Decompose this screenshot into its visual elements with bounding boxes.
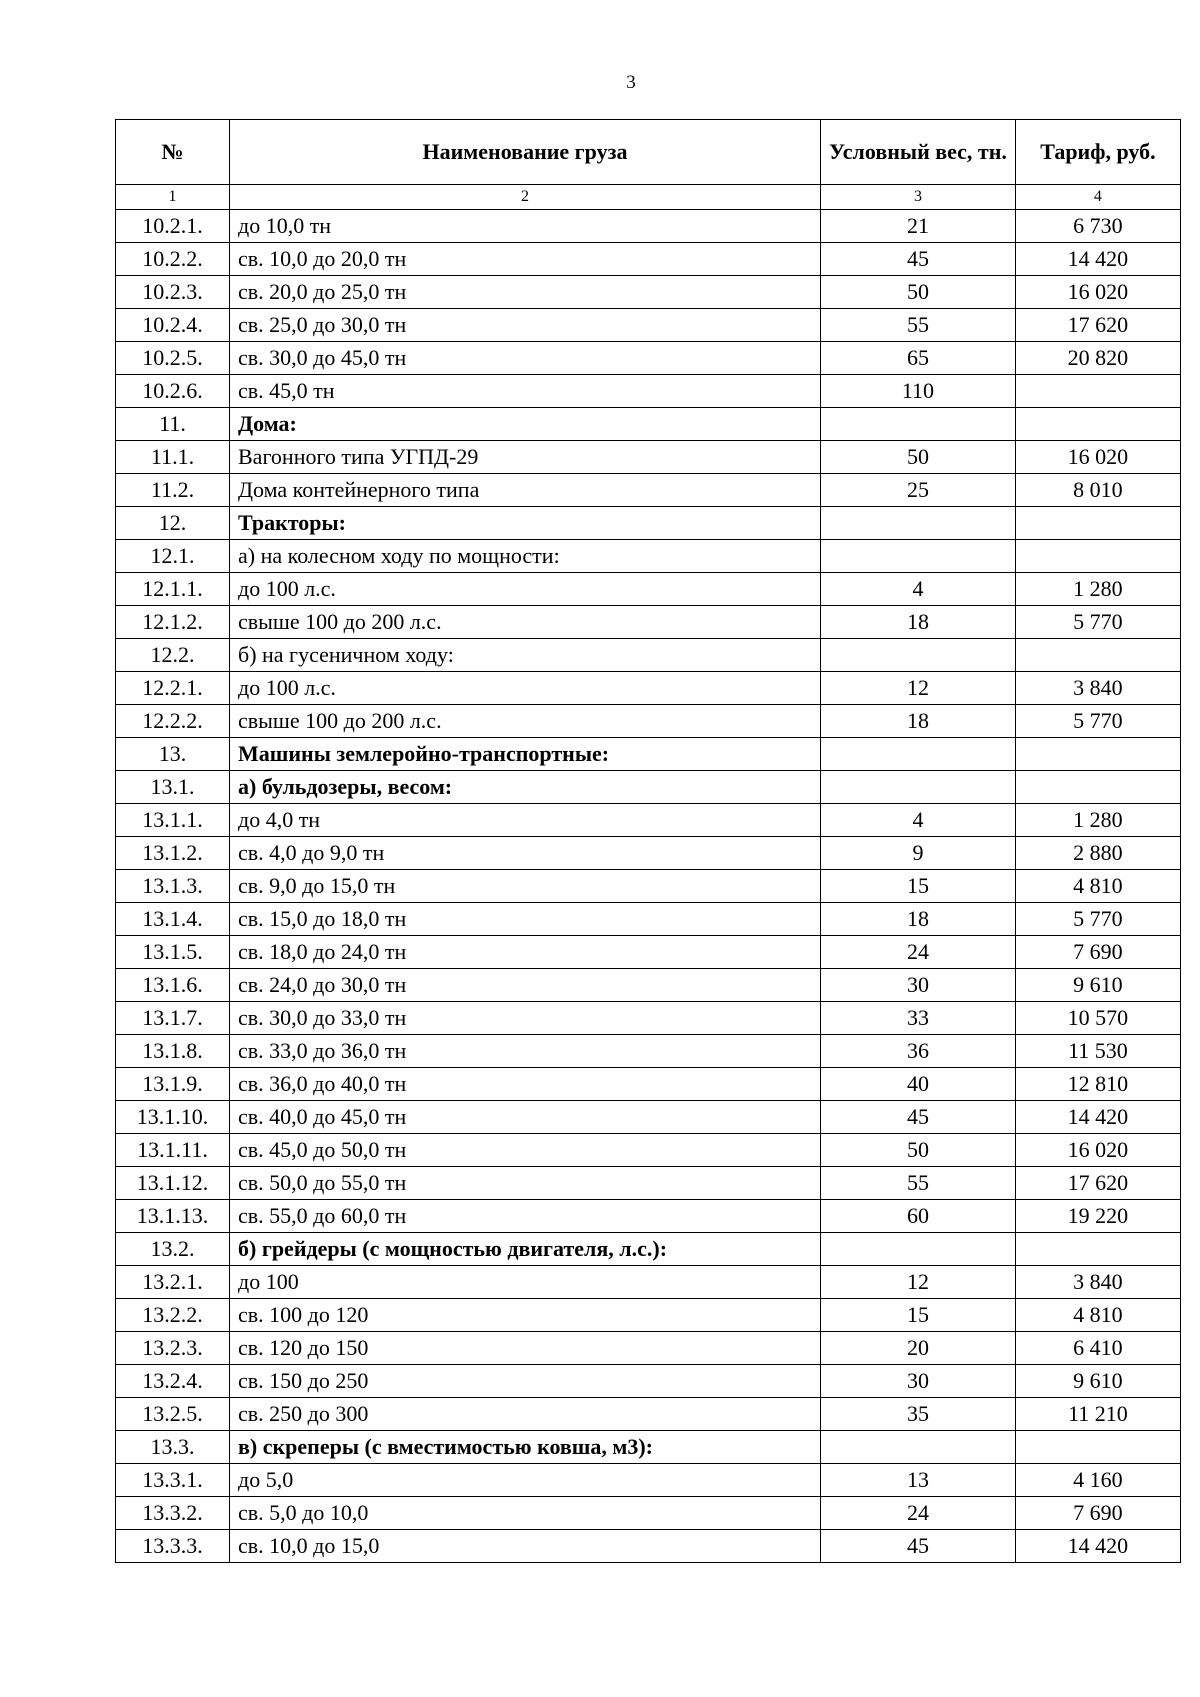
row-number-cell: 13.1.11. [116,1134,230,1167]
weight-cell: 24 [821,1497,1016,1530]
weight-cell: 35 [821,1398,1016,1431]
table-row [116,936,1181,969]
tariff-cell: 17 620 [1015,309,1180,342]
table-row [116,243,1181,276]
column-index: 1 [116,185,230,210]
page-number: 3 [626,72,636,93]
row-number-cell: 13.1.7. [116,1002,230,1035]
table-row [116,1464,1181,1497]
cargo-name-cell: свыше 100 до 200 л.с. [230,606,821,639]
weight-cell [821,540,1016,573]
row-number-cell: 13.1.10. [116,1101,230,1134]
tariff-cell [1015,540,1180,573]
table-row [116,474,1181,507]
row-number-cell: 11.1. [116,441,230,474]
row-number-cell: 10.2.4. [116,309,230,342]
weight-cell: 36 [821,1035,1016,1068]
tariff-cell [1015,1233,1180,1266]
tariff-cell: 20 820 [1015,342,1180,375]
row-number-cell: 12.1. [116,540,230,573]
weight-cell: 110 [821,375,1016,408]
cargo-name-cell: свыше 100 до 200 л.с. [230,705,821,738]
table-row [116,1200,1181,1233]
table-row [116,408,1181,441]
row-number-cell: 12.2. [116,639,230,672]
weight-cell [821,1431,1016,1464]
table-row [116,309,1181,342]
cargo-name-cell: св. 9,0 до 15,0 тн [230,870,821,903]
weight-cell: 15 [821,1299,1016,1332]
row-number-cell: 13.1.12. [116,1167,230,1200]
weight-cell [821,507,1016,540]
row-number-cell: 12.2.1. [116,672,230,705]
weight-cell: 24 [821,936,1016,969]
table-row [116,870,1181,903]
row-number-cell: 13. [116,738,230,771]
row-number-cell: 13.1.13. [116,1200,230,1233]
cargo-name-cell: св. 15,0 до 18,0 тн [230,903,821,936]
tariff-cell: 16 020 [1015,1134,1180,1167]
cargo-name-cell: св. 25,0 до 30,0 тн [230,309,821,342]
tariff-cell: 14 420 [1015,243,1180,276]
row-number-cell: 13.1.3. [116,870,230,903]
table-row [116,639,1181,672]
cargo-name-cell: в) скреперы (с вместимостью ковша, м3): [230,1431,821,1464]
weight-cell: 30 [821,1365,1016,1398]
tariff-cell: 4 810 [1015,870,1180,903]
cargo-name-cell: св. 10,0 до 15,0 [230,1530,821,1563]
tariff-cell: 12 810 [1015,1068,1180,1101]
weight-cell: 50 [821,1134,1016,1167]
weight-cell: 55 [821,309,1016,342]
row-number-cell: 13.2.5. [116,1398,230,1431]
tariff-cell: 4 160 [1015,1464,1180,1497]
weight-cell [821,738,1016,771]
row-number-cell: 13.1.8. [116,1035,230,1068]
table-row [116,1233,1181,1266]
cargo-name-cell: до 100 л.с. [230,573,821,606]
weight-cell: 50 [821,441,1016,474]
weight-cell: 45 [821,243,1016,276]
weight-cell [821,408,1016,441]
header-number: № [116,120,230,185]
table-row [116,804,1181,837]
table-row [116,441,1181,474]
row-number-cell: 13.1. [116,771,230,804]
row-number-cell: 10.2.5. [116,342,230,375]
tariff-cell: 14 420 [1015,1530,1180,1563]
table-row [116,507,1181,540]
weight-cell: 45 [821,1530,1016,1563]
cargo-name-cell: Дома контейнерного типа [230,474,821,507]
table-row [116,1530,1181,1563]
cargo-name-cell: св. 4,0 до 9,0 тн [230,837,821,870]
cargo-name-cell: св. 36,0 до 40,0 тн [230,1068,821,1101]
row-number-cell: 12. [116,507,230,540]
cargo-name-cell: до 100 [230,1266,821,1299]
cargo-name-cell: св. 100 до 120 [230,1299,821,1332]
cargo-name-cell: Машины землеройно-транспортные: [230,738,821,771]
tariff-cell: 10 570 [1015,1002,1180,1035]
tariff-cell: 9 610 [1015,1365,1180,1398]
table-row [116,1266,1181,1299]
weight-cell [821,639,1016,672]
weight-cell: 18 [821,606,1016,639]
weight-cell: 45 [821,1101,1016,1134]
tariff-cell: 3 840 [1015,1266,1180,1299]
cargo-name-cell: б) на гусеничном ходу: [230,639,821,672]
tariff-cell: 11 210 [1015,1398,1180,1431]
cargo-name-cell: св. 20,0 до 25,0 тн [230,276,821,309]
cargo-name-cell: св. 120 до 150 [230,1332,821,1365]
row-number-cell: 13.3. [116,1431,230,1464]
tariff-cell: 6 410 [1015,1332,1180,1365]
table-row [116,837,1181,870]
weight-cell: 4 [821,804,1016,837]
tariff-cell [1015,639,1180,672]
cargo-name-cell: св. 30,0 до 45,0 тн [230,342,821,375]
row-number-cell: 13.1.1. [116,804,230,837]
row-number-cell: 11. [116,408,230,441]
table-row [116,1167,1181,1200]
tariff-cell [1015,375,1180,408]
cargo-name-cell: св. 24,0 до 30,0 тн [230,969,821,1002]
table-row [116,705,1181,738]
row-number-cell: 10.2.3. [116,276,230,309]
cargo-name-cell: до 5,0 [230,1464,821,1497]
header-cargo-name: Наименование груза [230,120,821,185]
tariff-cell: 9 610 [1015,969,1180,1002]
table-row [116,1134,1181,1167]
weight-cell: 50 [821,276,1016,309]
tariff-cell: 16 020 [1015,441,1180,474]
weight-cell: 12 [821,672,1016,705]
weight-cell: 13 [821,1464,1016,1497]
cargo-name-cell: св. 40,0 до 45,0 тн [230,1101,821,1134]
cargo-name-cell: св. 18,0 до 24,0 тн [230,936,821,969]
weight-cell: 12 [821,1266,1016,1299]
row-number-cell: 13.3.3. [116,1530,230,1563]
table-row [116,969,1181,1002]
cargo-name-cell: а) на колесном ходу по мощности: [230,540,821,573]
tariff-cell [1015,1431,1180,1464]
cargo-name-cell: св. 33,0 до 36,0 тн [230,1035,821,1068]
weight-cell: 9 [821,837,1016,870]
cargo-name-cell: св. 150 до 250 [230,1365,821,1398]
weight-cell: 20 [821,1332,1016,1365]
table-row [116,276,1181,309]
tariff-cell: 1 280 [1015,573,1180,606]
tariff-cell [1015,507,1180,540]
row-number-cell: 13.2.3. [116,1332,230,1365]
table-row [116,1035,1181,1068]
row-number-cell: 13.1.2. [116,837,230,870]
cargo-name-cell: св. 45,0 до 50,0 тн [230,1134,821,1167]
weight-cell: 18 [821,903,1016,936]
column-index: 4 [1015,185,1180,210]
tariff-cell: 16 020 [1015,276,1180,309]
row-number-cell: 13.1.6. [116,969,230,1002]
table-row [116,1068,1181,1101]
tariff-cell: 7 690 [1015,936,1180,969]
row-number-cell: 13.3.1. [116,1464,230,1497]
tariff-cell: 7 690 [1015,1497,1180,1530]
row-number-cell: 12.1.1. [116,573,230,606]
table-row [116,738,1181,771]
cargo-name-cell: Вагонного типа УГПД-29 [230,441,821,474]
cargo-name-cell: св. 30,0 до 33,0 тн [230,1002,821,1035]
row-number-cell: 13.1.9. [116,1068,230,1101]
table-row [116,540,1181,573]
row-number-cell: 13.2.1. [116,1266,230,1299]
weight-cell: 30 [821,969,1016,1002]
table-row [116,1497,1181,1530]
tariff-cell: 5 770 [1015,606,1180,639]
tariff-cell: 5 770 [1015,705,1180,738]
column-index: 3 [821,185,1016,210]
cargo-name-cell: Дома: [230,408,821,441]
table-row [116,342,1181,375]
tariff-cell: 2 880 [1015,837,1180,870]
tariff-cell: 19 220 [1015,1200,1180,1233]
row-number-cell: 10.2.1. [116,210,230,243]
tariff-cell: 6 730 [1015,210,1180,243]
cargo-name-cell: а) бульдозеры, весом: [230,771,821,804]
tariff-cell [1015,738,1180,771]
column-index: 2 [230,185,821,210]
table-row [116,1002,1181,1035]
table-row [116,672,1181,705]
weight-cell: 65 [821,342,1016,375]
tariff-cell: 8 010 [1015,474,1180,507]
row-number-cell: 13.3.2. [116,1497,230,1530]
weight-cell: 25 [821,474,1016,507]
row-number-cell: 12.1.2. [116,606,230,639]
cargo-name-cell: до 10,0 тн [230,210,821,243]
cargo-name-cell: св. 250 до 300 [230,1398,821,1431]
table-row [116,1398,1181,1431]
tariff-cell: 5 770 [1015,903,1180,936]
cargo-name-cell: б) грейдеры (с мощностью двигателя, л.с.): [230,1233,821,1266]
table-row [116,1332,1181,1365]
weight-cell: 15 [821,870,1016,903]
tariff-cell: 3 840 [1015,672,1180,705]
table-row [116,1431,1181,1464]
table-row [116,1299,1181,1332]
weight-cell: 60 [821,1200,1016,1233]
tariff-cell [1015,771,1180,804]
weight-cell: 4 [821,573,1016,606]
tariff-cell [1015,408,1180,441]
weight-cell: 33 [821,1002,1016,1035]
tariff-table [115,119,1181,1563]
table-row [116,606,1181,639]
table-row [116,375,1181,408]
row-number-cell: 10.2.2. [116,243,230,276]
cargo-name-cell: до 100 л.с. [230,672,821,705]
cargo-name-cell: св. 50,0 до 55,0 тн [230,1167,821,1200]
row-number-cell: 10.2.6. [116,375,230,408]
table-row [116,903,1181,936]
tariff-cell: 17 620 [1015,1167,1180,1200]
weight-cell: 18 [821,705,1016,738]
row-number-cell: 13.1.4. [116,903,230,936]
row-number-cell: 13.1.5. [116,936,230,969]
table-row [116,210,1181,243]
tariff-cell: 11 530 [1015,1035,1180,1068]
table-header-row [116,120,1181,185]
cargo-name-cell: св. 55,0 до 60,0 тн [230,1200,821,1233]
table-row [116,573,1181,606]
weight-cell: 40 [821,1068,1016,1101]
row-number-cell: 11.2. [116,474,230,507]
cargo-name-cell: св. 10,0 до 20,0 тн [230,243,821,276]
row-number-cell: 12.2.2. [116,705,230,738]
weight-cell: 21 [821,210,1016,243]
weight-cell [821,771,1016,804]
table-row [116,1101,1181,1134]
tariff-cell: 4 810 [1015,1299,1180,1332]
cargo-name-cell: Тракторы: [230,507,821,540]
weight-cell: 55 [821,1167,1016,1200]
table-row [116,771,1181,804]
header-conditional-weight: Условный вес, тн. [821,120,1016,185]
row-number-cell: 13.2.2. [116,1299,230,1332]
tariff-cell: 14 420 [1015,1101,1180,1134]
column-index-row [116,185,1181,210]
cargo-name-cell: св. 45,0 тн [230,375,821,408]
tariff-cell: 1 280 [1015,804,1180,837]
cargo-name-cell: до 4,0 тн [230,804,821,837]
table-body [116,210,1181,1563]
row-number-cell: 13.2.4. [116,1365,230,1398]
table-row [116,1365,1181,1398]
row-number-cell: 13.2. [116,1233,230,1266]
header-tariff: Тариф, руб. [1015,120,1180,185]
weight-cell [821,1233,1016,1266]
cargo-name-cell: св. 5,0 до 10,0 [230,1497,821,1530]
